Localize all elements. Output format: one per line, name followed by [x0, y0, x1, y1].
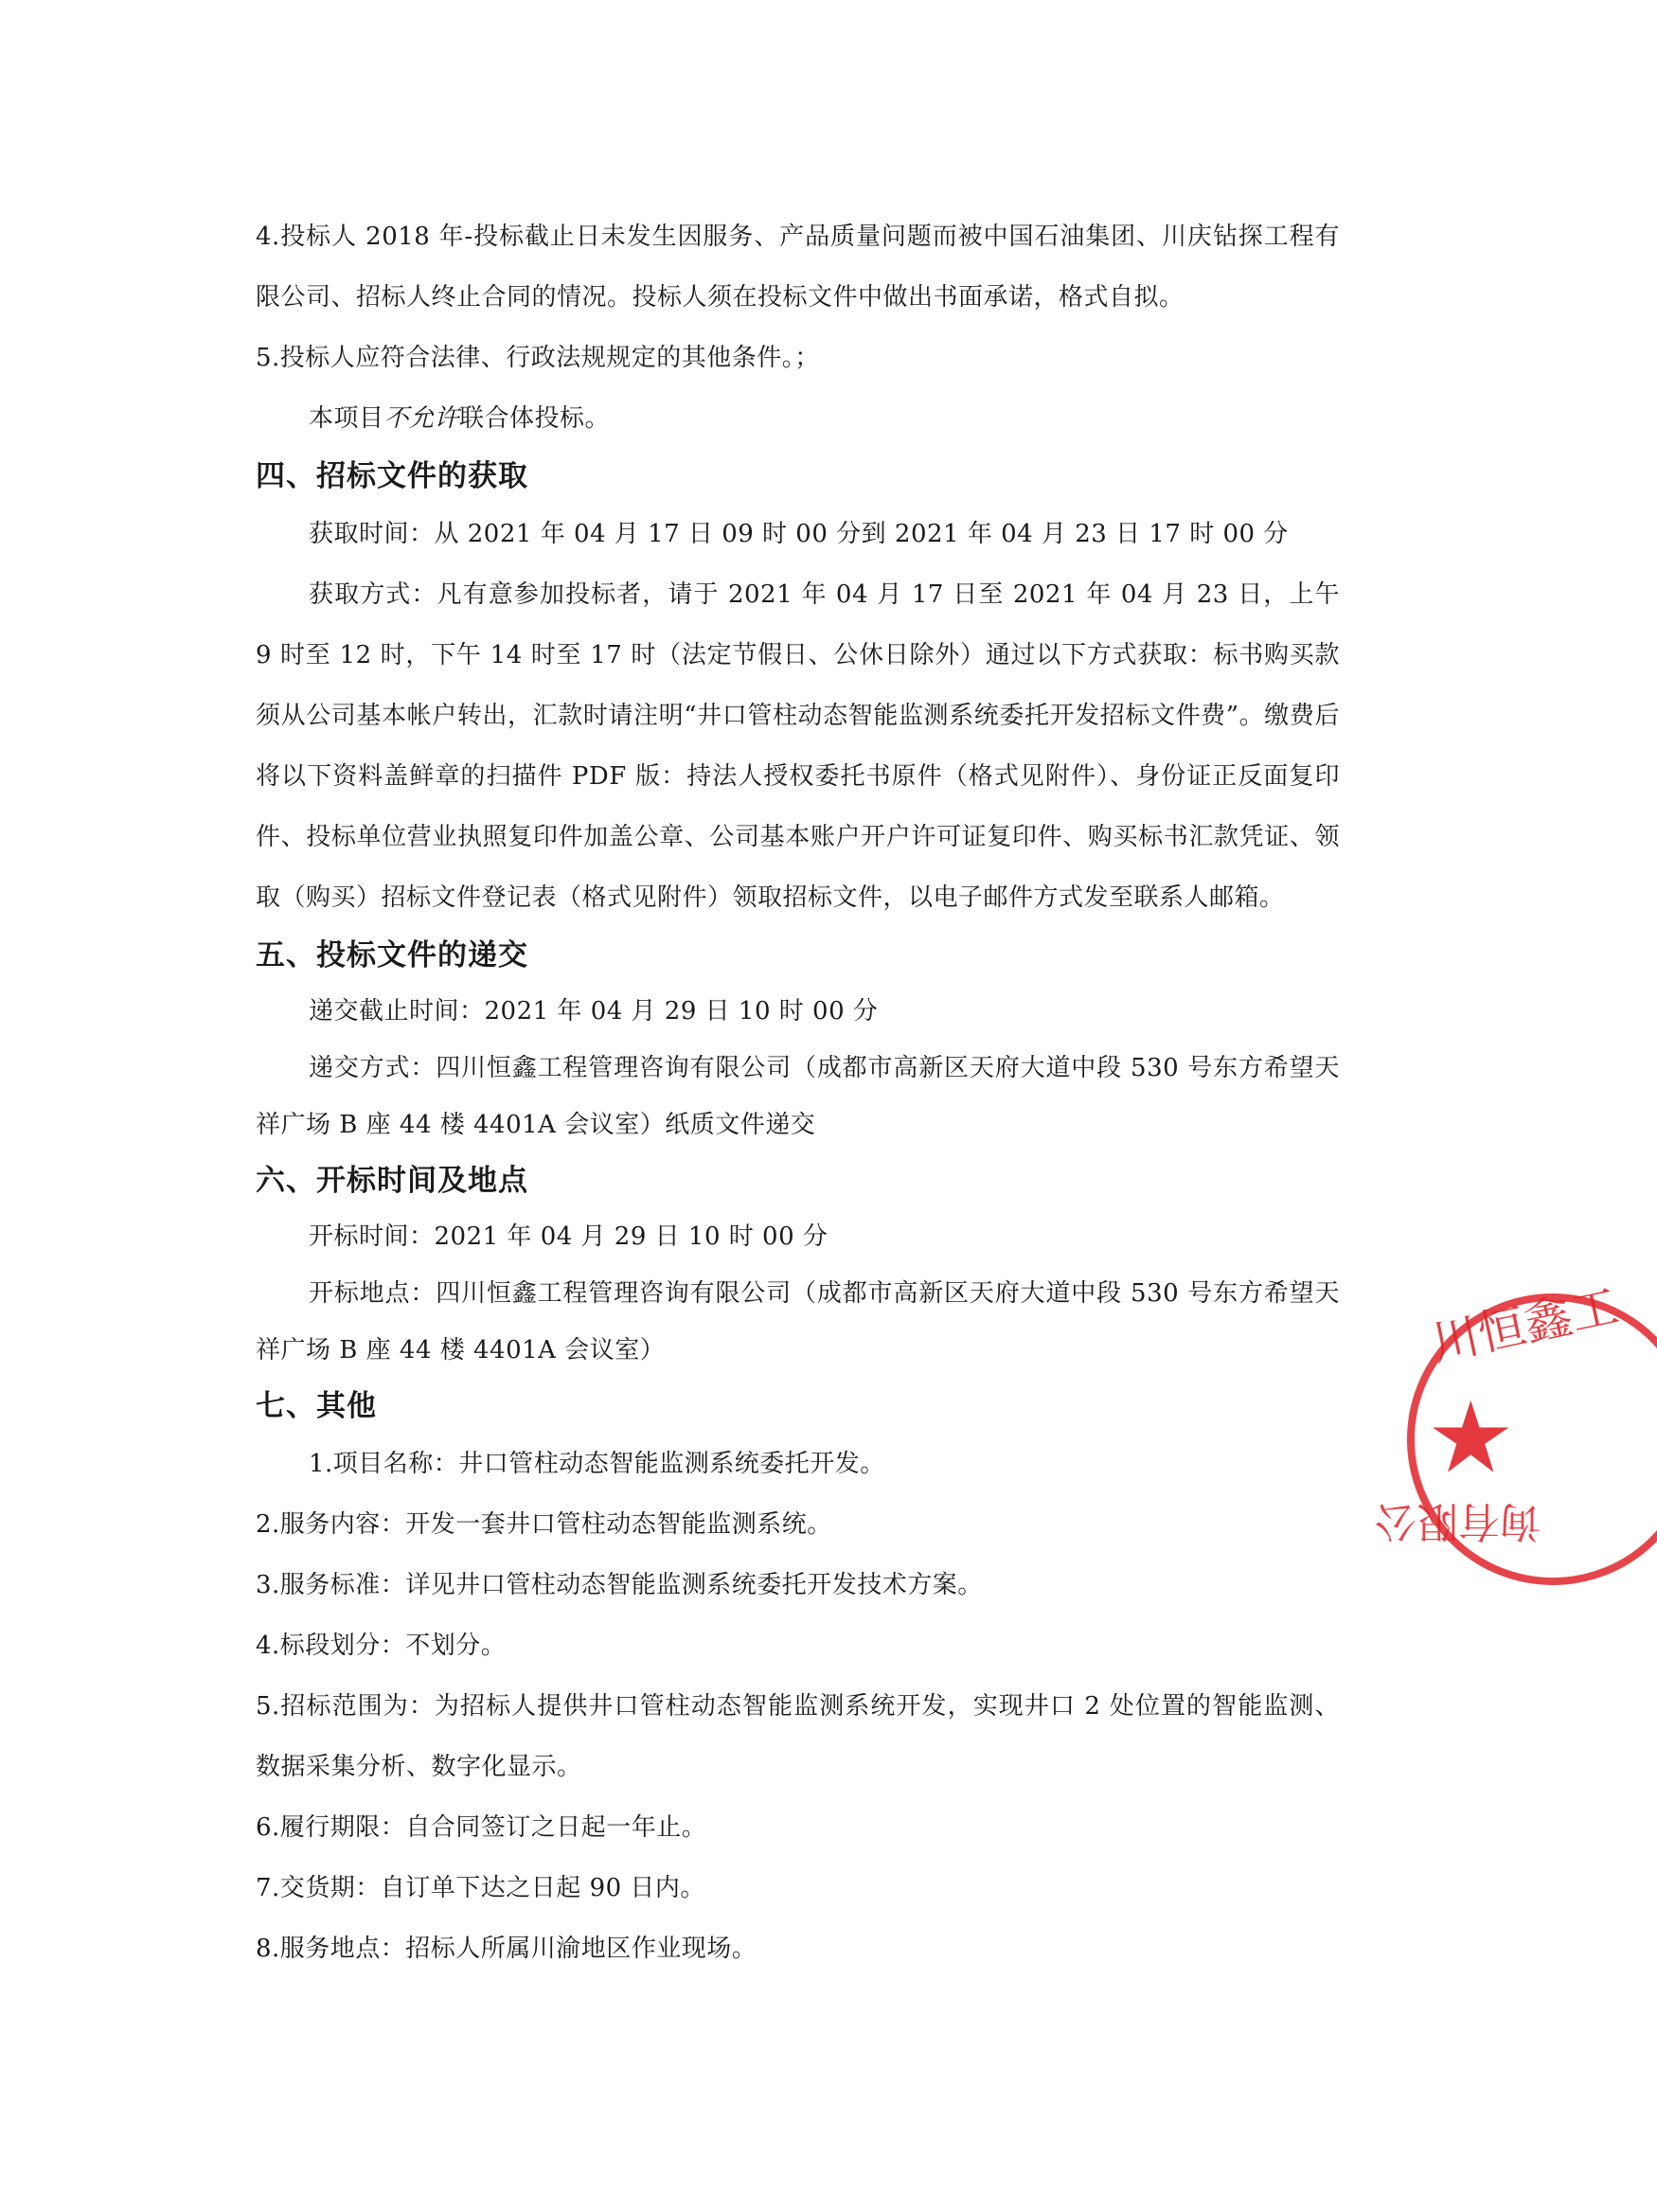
section-heading-7: 七、其他 [256, 1389, 377, 1423]
obtain-method: 获取方式：凡有意参加投标者，请于 2021 年 04 月 17 日至 2021 年 04 月 23 日，上午 9 时至 12 时，下午 14 时至 17 时（法定节假日、公休日除外）通过以下方式获取：标书购买款须从公司基本帐户转出，汇款时请注明“井口管柱动态智能监测系统委托开发招标文件费”。缴费后将以下资料盖鲜章的扫描件 PDF 版：持法人授权委托书原件（格式见附件）、身份证正反面复印件、投标单位营业执照复印件加盖公章、公司基本账户开户许可证复印件、购买标书汇款凭证、领取（购买）招标文件登记表（格式见附件）领取招标文件，以电子邮件方式发至联系人邮箱。 [256, 580, 1340, 912]
requirement-item-4: 4.投标人 2018 年-投标截止日未发生因服务、产品质量问题而被中国石油集团、川庆钻探工程有限公司、招标人终止合同的情况。投标人须在投标文件中做出书面承诺，格式自拟。 [256, 223, 1340, 312]
consortium-emphasis: 不允许 [383, 404, 460, 433]
consortium-suffix: 联合体投标。 [459, 404, 611, 433]
company-seal [1375, 1278, 1657, 1600]
requirement-item-5: 5.投标人应符合法律、行政法规规定的其他条件。； [256, 344, 820, 372]
consortium-prefix: 本项目 [309, 404, 384, 433]
consortium-statement [256, 388, 1340, 449]
opening-place: 开标地点：四川恒鑫工程管理咨询有限公司（成都市高新区天府大道中段 530 号东方希望天祥广场 B 座 44 楼 4401A 会议室） [256, 1279, 1340, 1365]
section-heading-6: 六、开标时间及地点 [256, 1164, 528, 1198]
other-item-1: 1.项目名称：井口管柱动态智能监测系统委托开发。 [309, 1450, 885, 1478]
other-item-7: 7.交货期：自订单下达之日起 90 日内。 [256, 1874, 705, 1902]
other-item-5: 5.招标范围为：为招标人提供井口管柱动态智能监测系统开发，实现井口 2 处位置的智能监测、数据采集分析、数字化显示。 [256, 1692, 1340, 1781]
other-item-8: 8.服务地点：招标人所属川渝地区作业现场。 [256, 1935, 757, 1963]
other-item-4: 4.标段划分：不划分。 [256, 1632, 507, 1660]
submission-method: 递交方式：四川恒鑫工程管理咨询有限公司（成都市高新区天府大道中段 530 号东方希望天祥广场 B 座 44 楼 4401A 会议室）纸质文件递交 [256, 1054, 1340, 1139]
submission-deadline: 递交截止时间：2021 年 04 月 29 日 10 时 00 分 [309, 997, 879, 1026]
other-item-3: 3.服务标准：详见井口管柱动态智能监测系统委托开发技术方案。 [256, 1571, 983, 1599]
document-body [256, 206, 1340, 1979]
other-item-6: 6.履行期限：自合同签订之日起一年止。 [256, 1813, 707, 1842]
seal-star-icon [1433, 1400, 1509, 1472]
seal-top-text: 川恒鑫工 [1426, 1278, 1624, 1372]
section-heading-4: 四、招标文件的获取 [256, 459, 528, 493]
opening-time: 开标时间：2021 年 04 月 29 日 10 时 00 分 [309, 1222, 828, 1251]
obtain-time: 获取时间：从 2021 年 04 月 17 日 09 时 00 分到 2021 年 04 月 23 日 17 时 00 分 [309, 520, 1289, 548]
seal-bottom-text: 询有限公 [1375, 1497, 1541, 1545]
other-item-2: 2.服务内容：开发一套井口管柱动态智能监测系统。 [256, 1510, 832, 1539]
section-heading-5: 五、投标文件的递交 [256, 938, 528, 972]
